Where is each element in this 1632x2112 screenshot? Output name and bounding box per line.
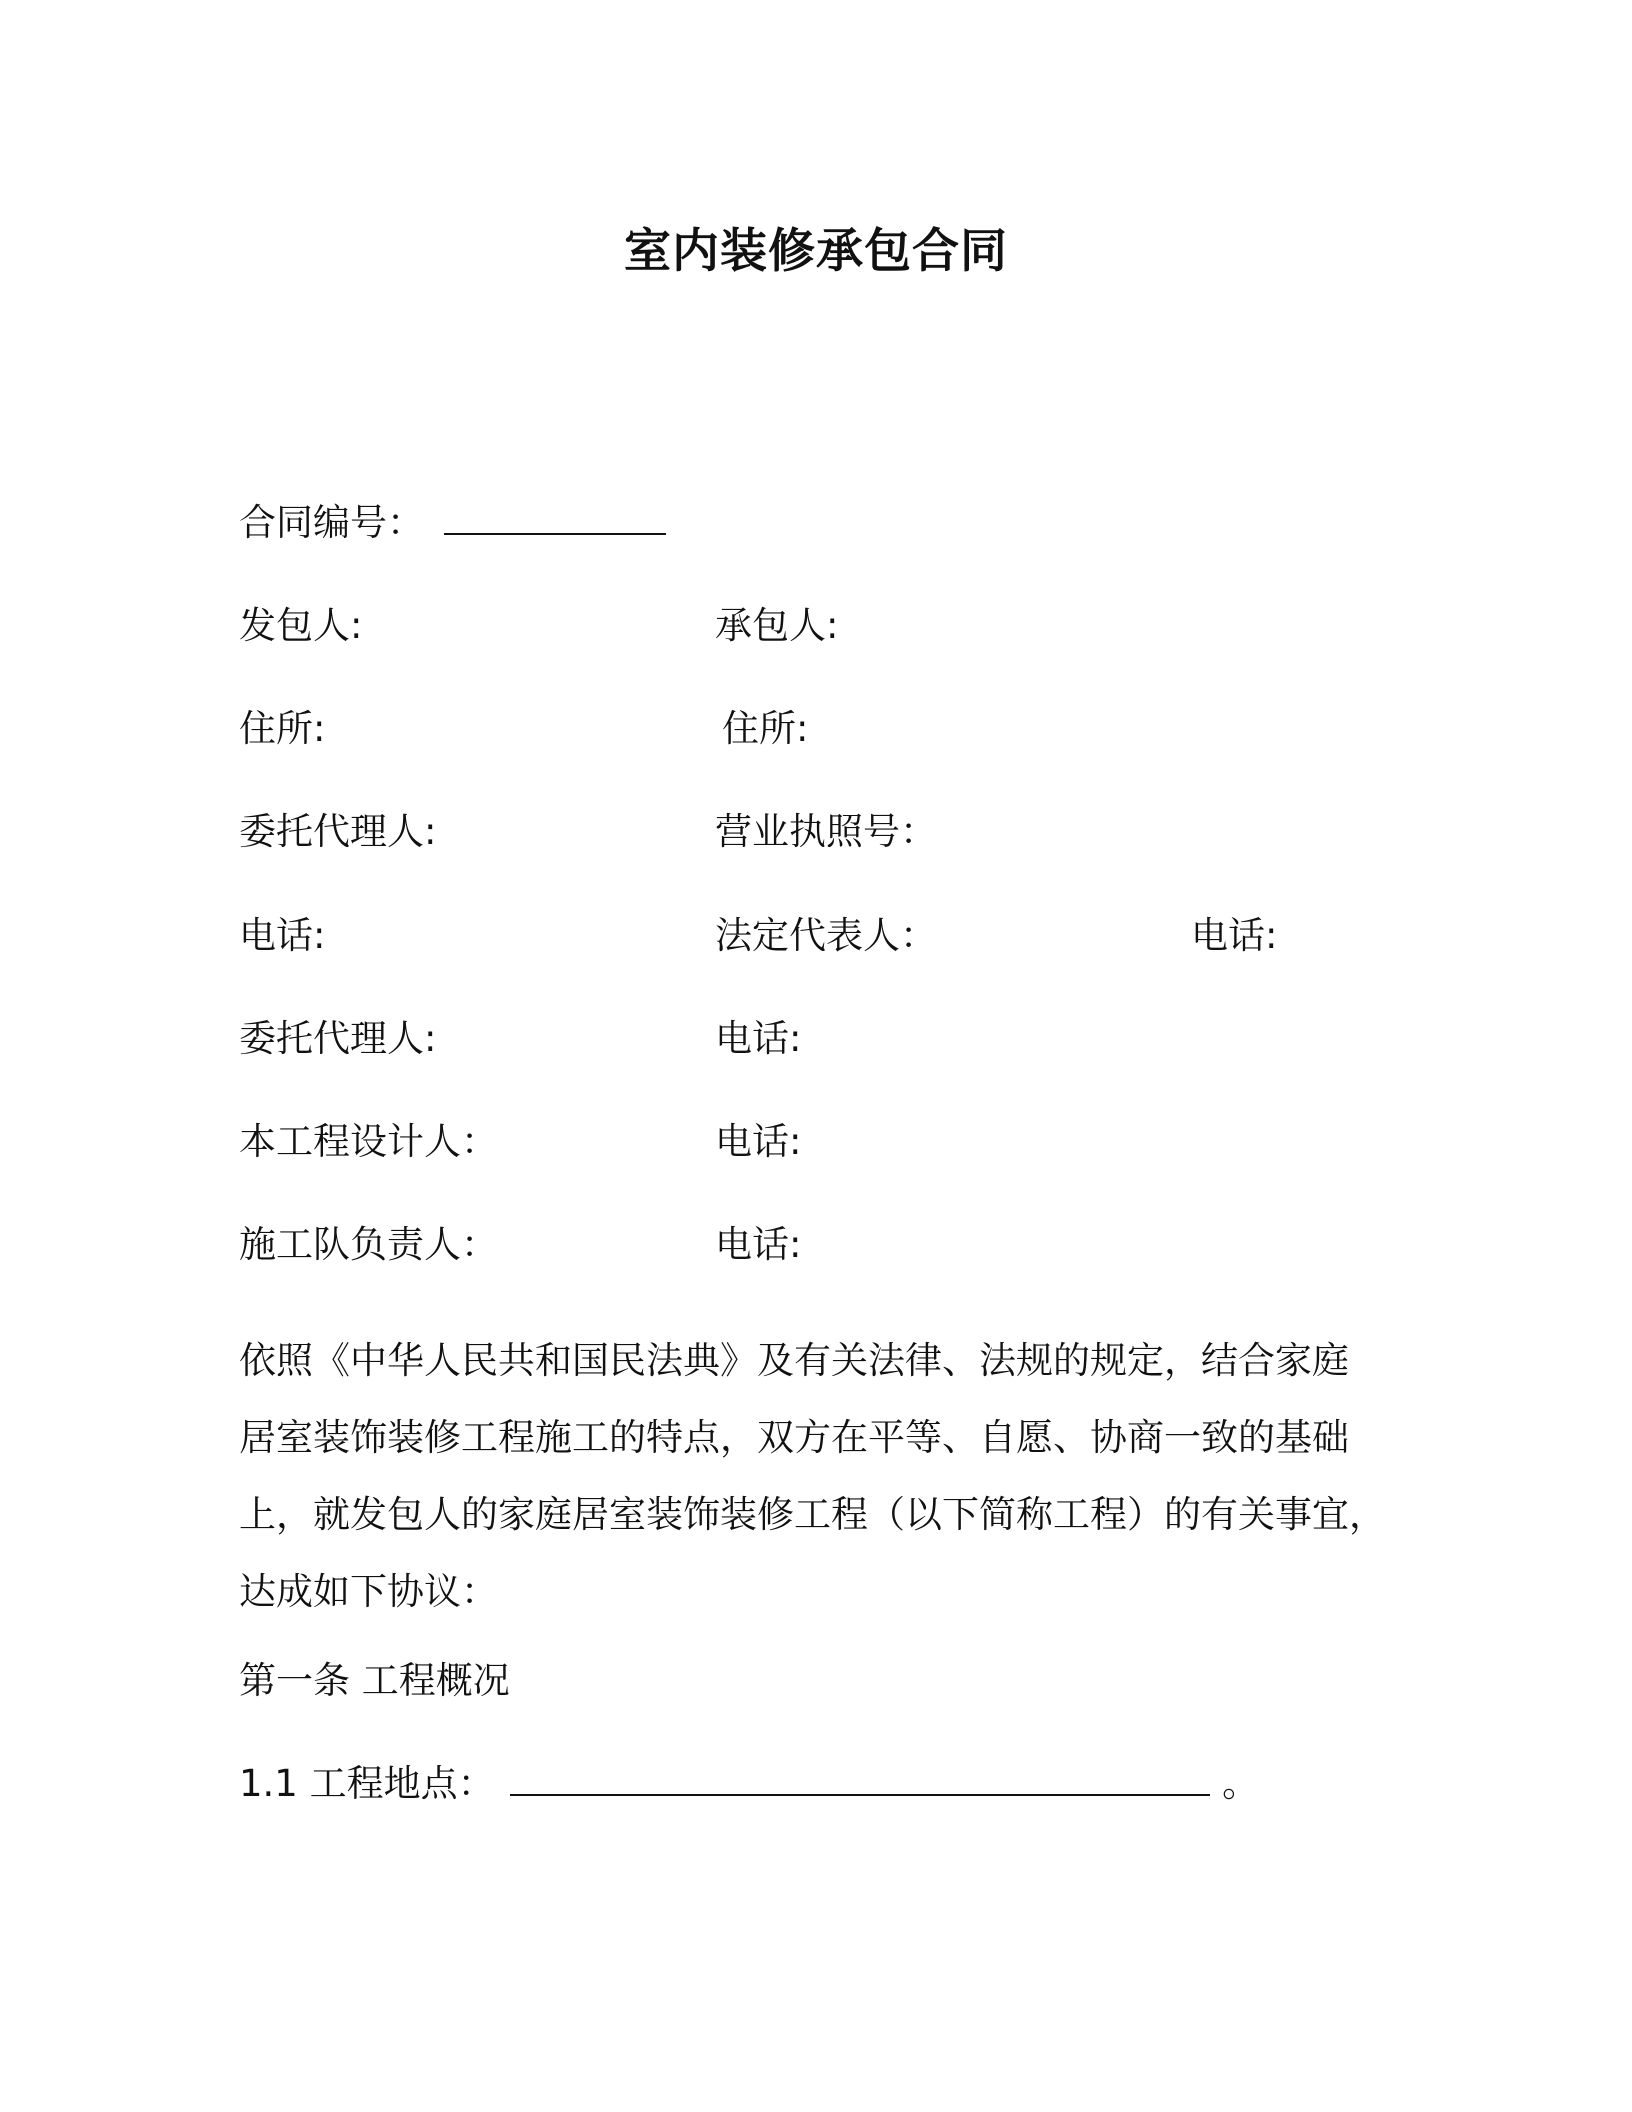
designer-label: 本工程设计人： <box>239 1120 498 1163</box>
agent-b-label: 委托代理人: <box>239 1017 437 1060</box>
address-b-label: 住所: <box>722 707 809 750</box>
phone-agent-b-label: 电话: <box>715 1017 802 1060</box>
phone-designer-label: 电话: <box>715 1120 802 1163</box>
phone-representative-label: 电话: <box>1191 914 1278 957</box>
business-license-label: 营业执照号： <box>715 810 937 853</box>
phone-a-label: 电话: <box>239 914 326 957</box>
legal-representative-label: 法定代表人： <box>715 914 937 957</box>
clause-1-1-end: 。 <box>1222 1762 1260 1805</box>
team-leader-label: 施工队负责人： <box>239 1223 498 1266</box>
clause-1-1-label: 1.1 工程地点： <box>239 1762 495 1805</box>
article-1-title: 第一条 工程概况 <box>239 1659 510 1702</box>
document-title: 室内装修承包合同 <box>624 224 1008 279</box>
party-b-label: 承包人: <box>715 604 839 647</box>
contract-number-row <box>239 498 666 548</box>
intro-paragraph-line: 上，就发包人的家庭居室装饰装修工程（以下简称工程）的有关事宜， <box>239 1493 1386 1536</box>
address-a-label: 住所: <box>239 707 326 750</box>
clause-1-1-row <box>239 1759 1259 1809</box>
contract-number-label: 合同编号： <box>239 501 424 544</box>
agent-a-label: 委托代理人: <box>239 810 437 853</box>
intro-paragraph-line: 依照《中华人民共和国民法典》及有关法律、法规的规定，结合家庭 <box>239 1339 1349 1382</box>
party-a-label: 发包人: <box>239 604 363 647</box>
intro-paragraph-line: 居室装饰装修工程施工的特点，双方在平等、自愿、协商一致的基础 <box>239 1416 1349 1459</box>
intro-paragraph <box>239 1322 1389 1630</box>
intro-paragraph-line: 达成如下协议： <box>239 1570 498 1613</box>
phone-team-label: 电话: <box>715 1223 802 1266</box>
contract-number-blank <box>444 503 666 535</box>
project-location-blank <box>510 1764 1210 1796</box>
